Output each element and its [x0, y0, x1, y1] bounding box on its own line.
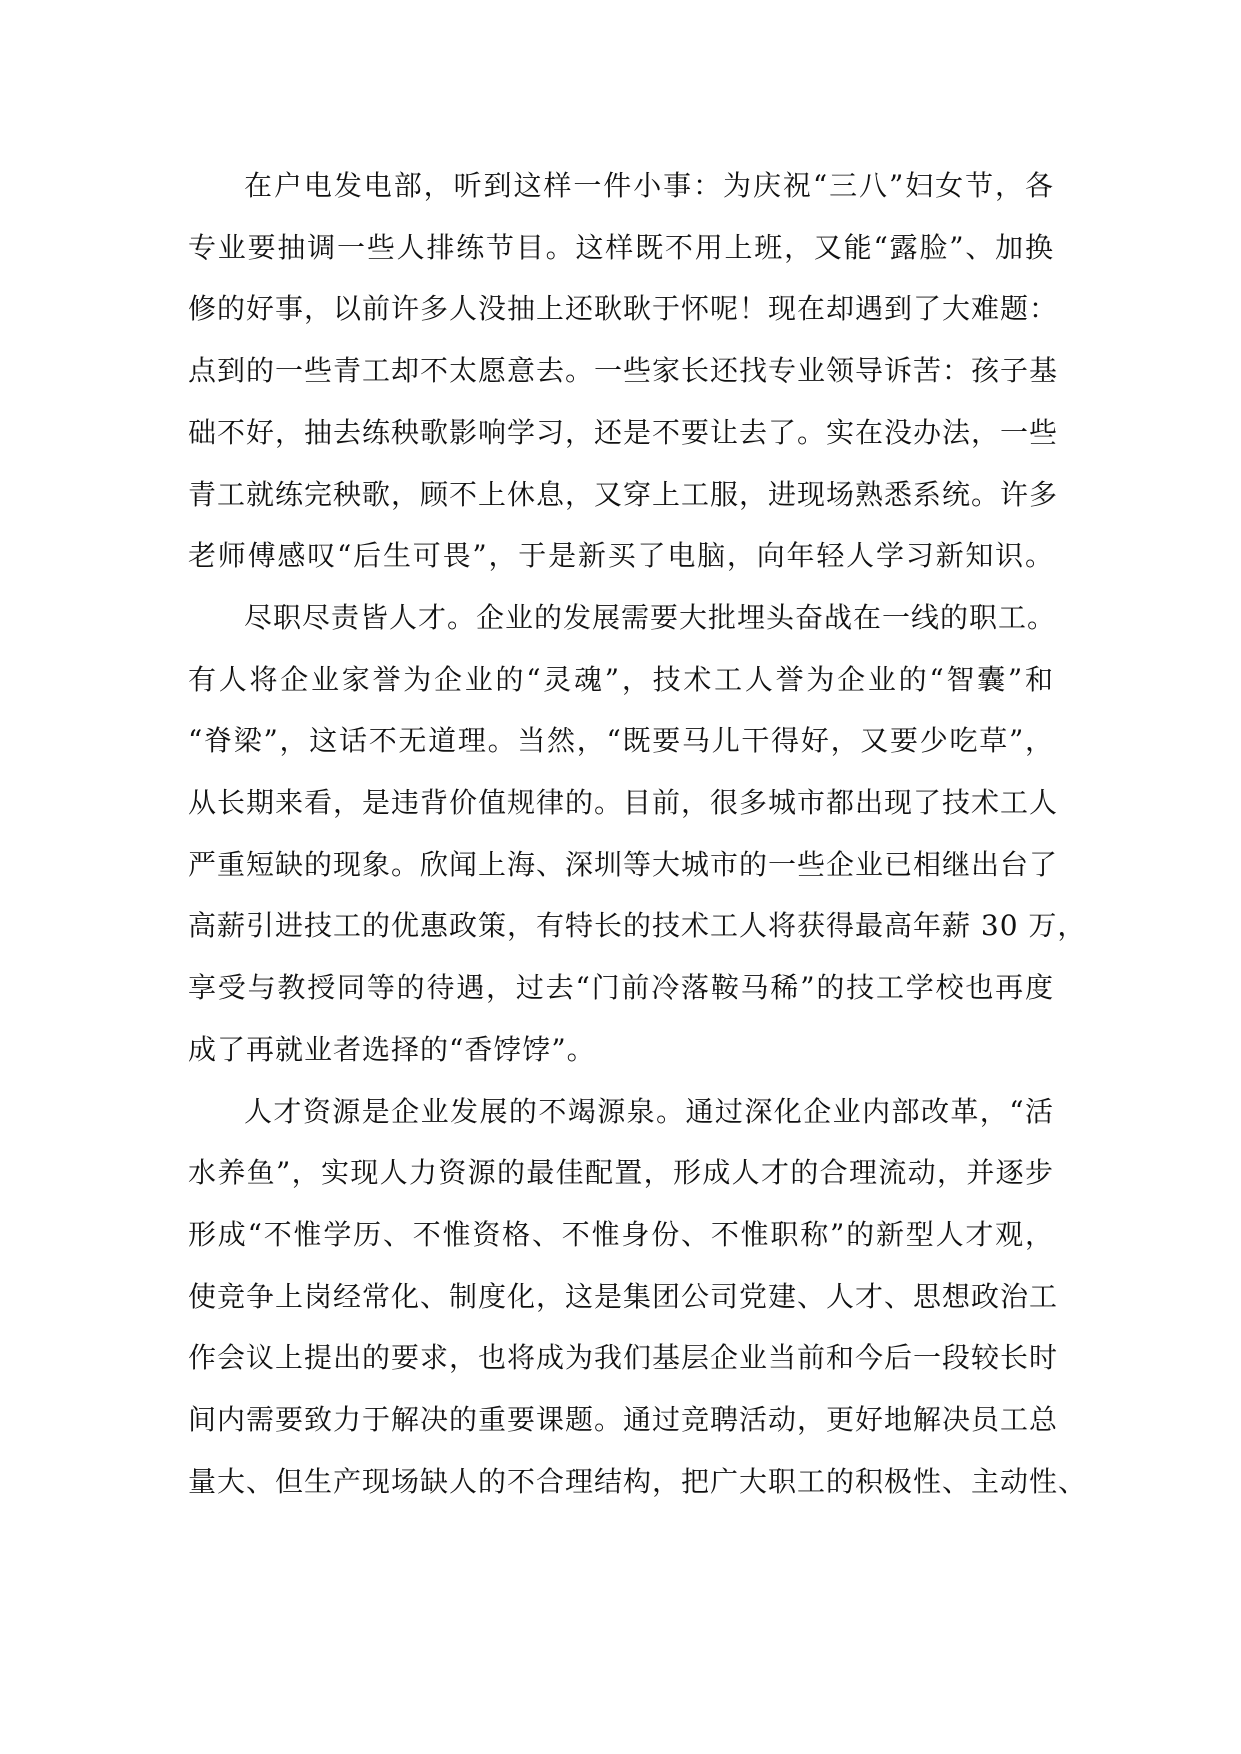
text-line: 间内需要致力于解决的重要课题。通过竞聘活动，更好地解决员工总 [188, 1403, 1059, 1437]
text-line: 础不好，抽去练秧歌影响学习，还是不要让去了。实在没办法，一些 [188, 415, 1059, 449]
text-line: 人才资源是企业发展的不竭源泉。通过深化企业内部改革，“活 [244, 1094, 1054, 1128]
text-line: 点到的一些青工却不太愿意去。一些家长还找专业领导诉苦：孩子基 [188, 354, 1059, 388]
paragraph-1 [188, 155, 1059, 587]
text-line: “脊梁”，这话不无道理。当然，“既要马儿干得好，又要少吃草”， [188, 724, 1054, 758]
text-line: 量大、但生产现场缺人的不合理结构，把广大职工的积极性、主动性、 [188, 1464, 1088, 1498]
text-line: 作会议上提出的要求，也将成为我们基层企业当前和今后一段较长时 [188, 1341, 1059, 1375]
text-line: 从长期来看，是违背价值规律的。目前，很多城市都出现了技术工人 [188, 786, 1059, 820]
text-line: 在户电发电部，听到这样一件小事：为庆祝“三八”妇女节，各 [244, 169, 1054, 202]
paragraph-2 [188, 587, 1087, 1081]
text-line: 严重短缺的现象。欣闻上海、深圳等大城市的一些企业已相继出台了 [188, 847, 1059, 881]
text-line: 专业要抽调一些人排练节目。这样既不用上班，又能“露脸”、加换 [188, 230, 1054, 264]
text-line: 高薪引进技工的优惠政策，有特长的技术工人将获得最高年薪 30 万， [188, 909, 1087, 943]
text-line: 青工就练完秧歌，顾不上休息，又穿上工服，进现场熟悉系统。许多 [188, 477, 1059, 511]
paragraph-3 [188, 1081, 1088, 1513]
text-line: 成了再就业者选择的“香饽饽”。 [188, 1032, 596, 1066]
text-line: 享受与教授同等的待遇，过去“门前冷落鞍马稀”的技工学校也再度 [188, 971, 1054, 1005]
text-line: 水养鱼”，实现人力资源的最佳配置，形成人才的合理流动，并逐步 [188, 1156, 1054, 1190]
document-body [188, 155, 1088, 1512]
text-line: 老师傅感叹“后生可畏”，于是新买了电脑，向年轻人学习新知识。 [188, 539, 1054, 573]
text-line: 形成“不惟学历、不惟资格、不惟身份、不惟职称”的新型人才观， [188, 1217, 1054, 1251]
text-line: 尽职尽责皆人才。企业的发展需要大批埋头奋战在一线的职工。 [244, 600, 1057, 634]
text-line: 修的好事，以前许多人没抽上还耿耿于怀呢！现在却遇到了大难题： [188, 292, 1059, 326]
text-line: 使竞争上岗经常化、制度化，这是集团公司党建、人才、思想政治工 [188, 1279, 1059, 1313]
text-line: 有人将企业家誉为企业的“灵魂”，技术工人誉为企业的“智囊”和 [188, 662, 1054, 696]
